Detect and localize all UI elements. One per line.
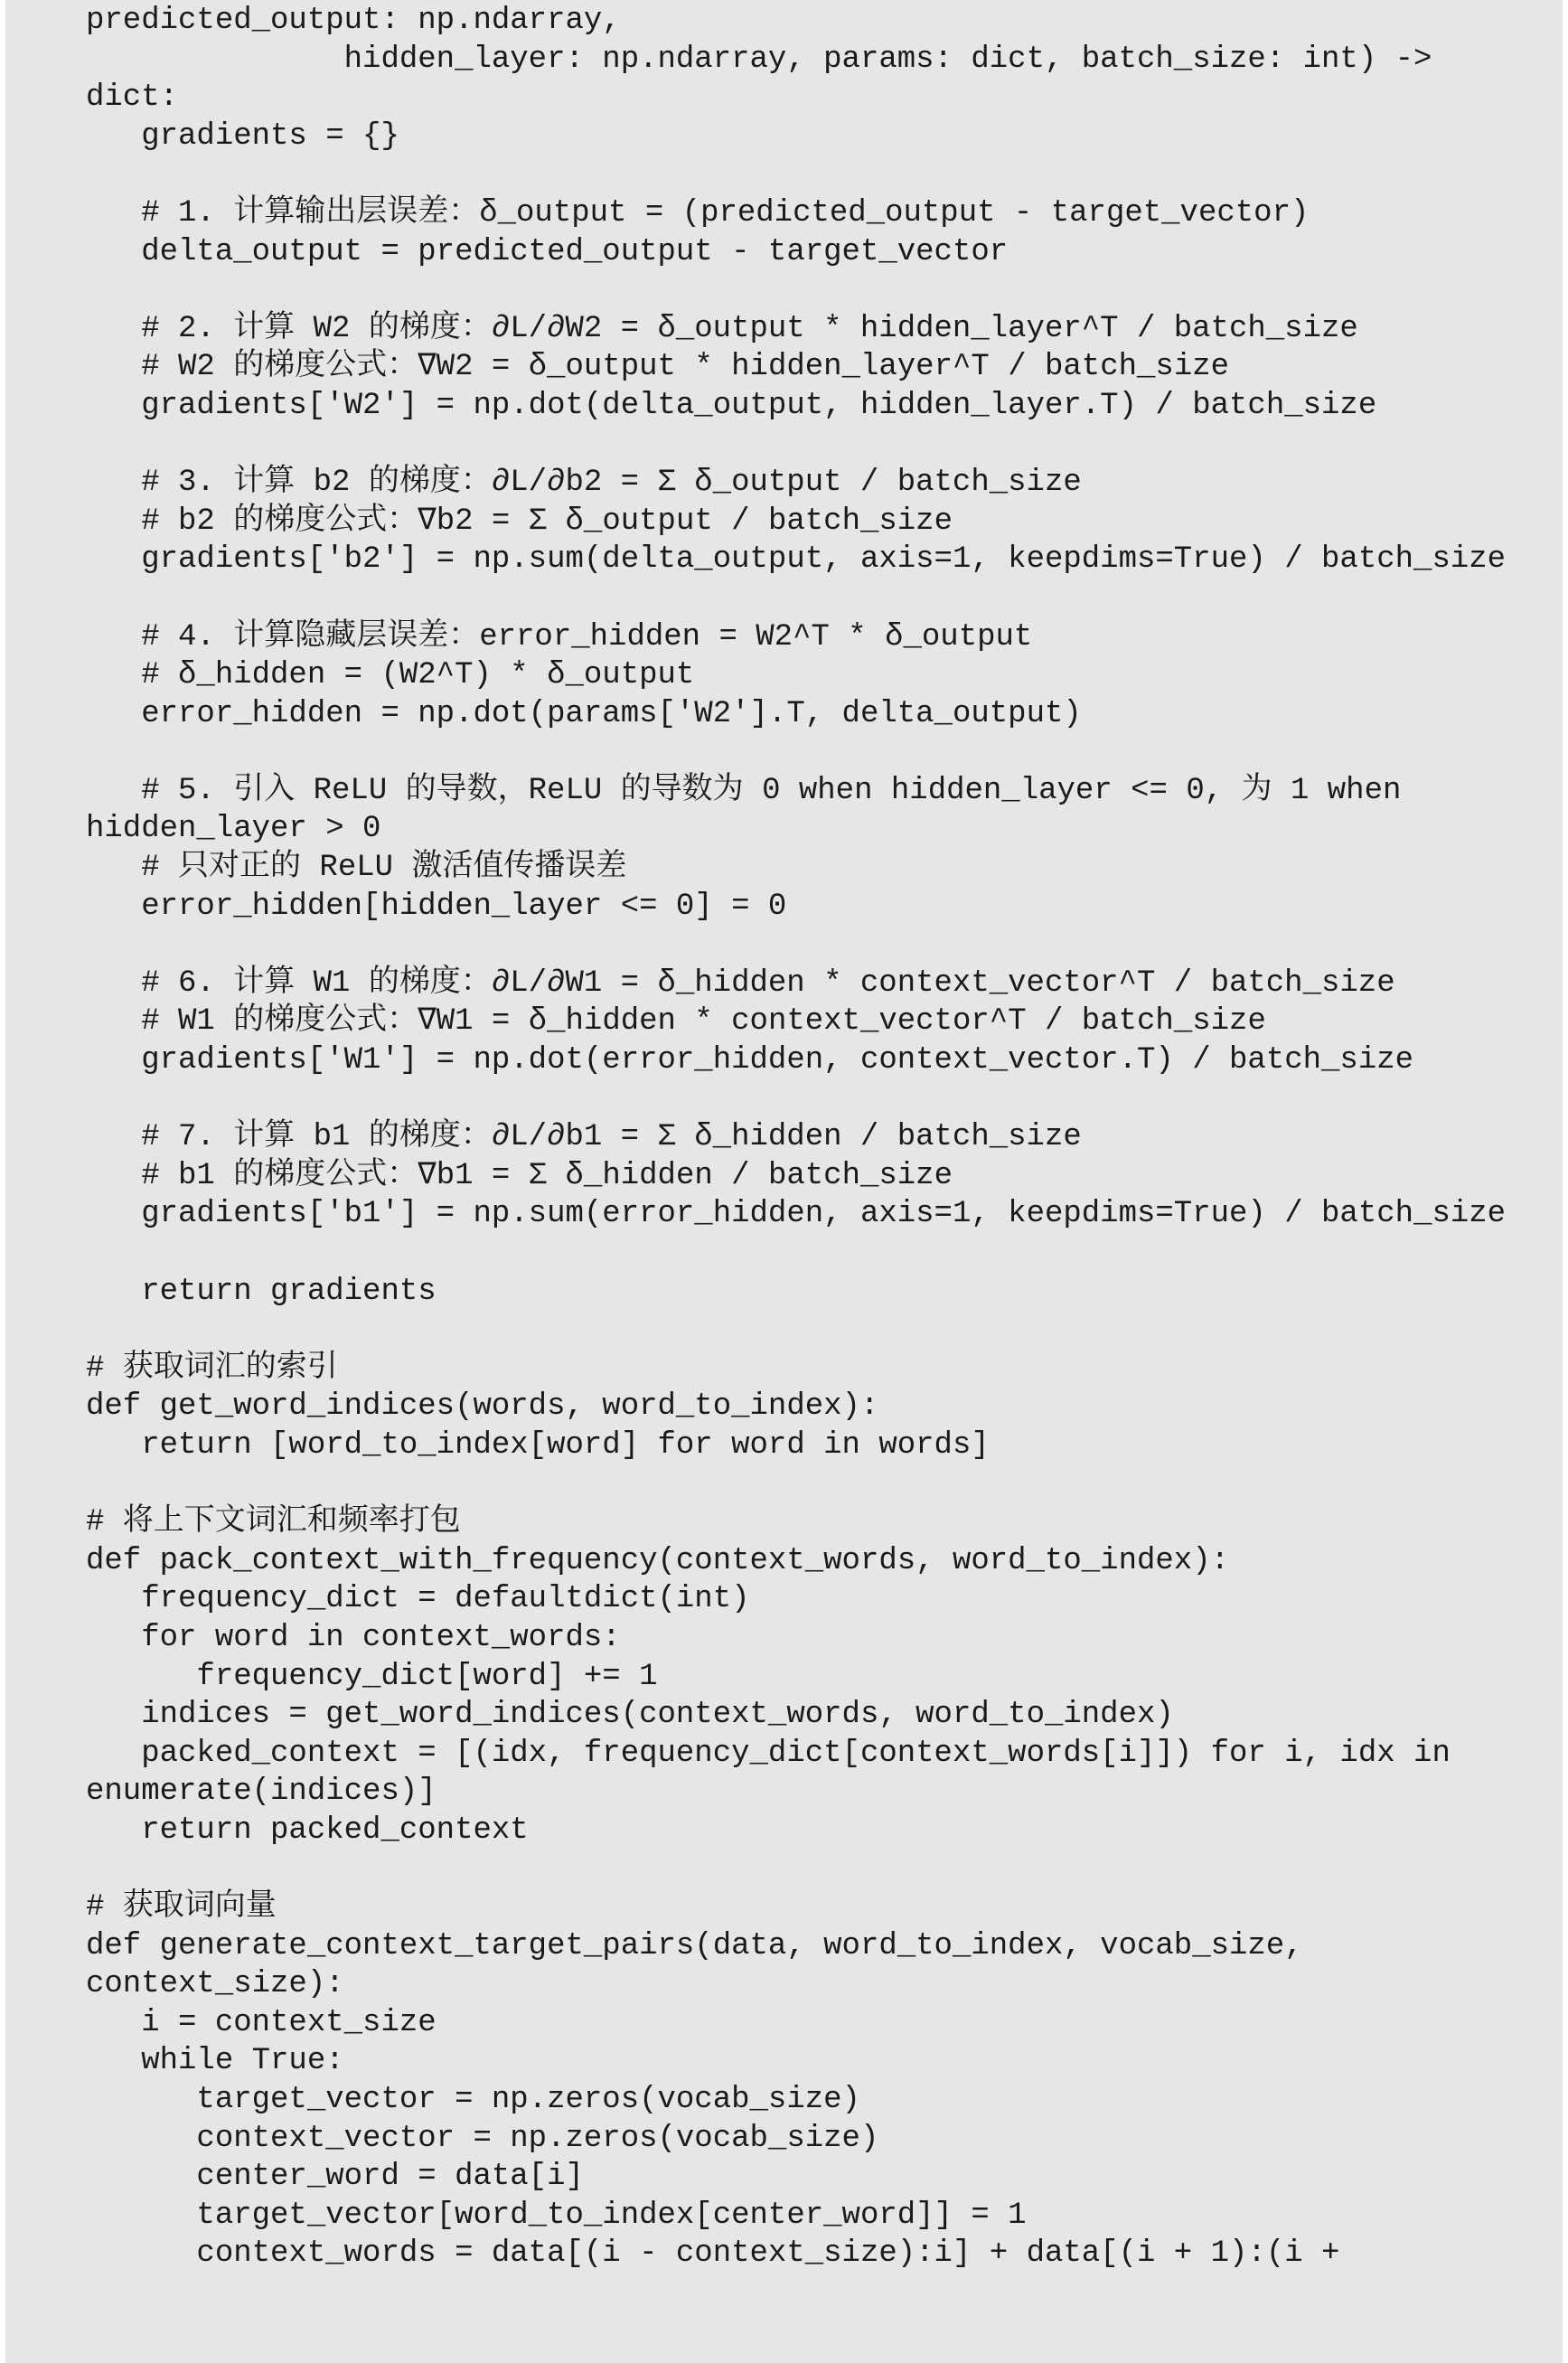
code-line: def get_word_indices(words, word_to_index): bbox=[86, 1389, 879, 1425]
code-line: gradients = {} bbox=[86, 118, 399, 154]
code-line bbox=[86, 1850, 1506, 1889]
code-line: gradients['b2'] = np.sum(delta_output, axis=1, keepdims=True) / batch_size bbox=[86, 542, 1507, 578]
code-line: # 只对正的 ReLU 激活值传播误差 bbox=[86, 851, 627, 886]
code-line: # W1 的梯度公式：∇W1 = δ_hidden * context_vector^T / batch_size bbox=[86, 1004, 1266, 1040]
code-page bbox=[5, 0, 1563, 2363]
code-line: target_vector = np.zeros(vocab_size) bbox=[86, 2083, 860, 2118]
code-line: indices = get_word_indices(context_words, word_to_index) bbox=[86, 1698, 1174, 1733]
code-line: # 4. 计算隐藏层误差：error_hidden = W2^T * δ_output bbox=[86, 619, 1033, 654]
code-block bbox=[86, 2, 1506, 2274]
code-line: # 6. 计算 W1 的梯度：∂L/∂W1 = δ_hidden * context_vector^T / batch_size bbox=[86, 965, 1395, 1001]
code-line: def generate_context_target_pairs(data, word_to_index, vocab_size, bbox=[86, 1928, 1303, 1963]
code-line: context_size): bbox=[86, 1967, 344, 2002]
code-line: gradients['W1'] = np.dot(error_hidden, context_vector.T) / batch_size bbox=[86, 1043, 1414, 1078]
code-line bbox=[86, 1465, 1506, 1504]
code-line: error_hidden = np.dot(params['W2'].T, delta_output) bbox=[86, 696, 1082, 731]
code-line: # b2 的梯度公式：∇b2 = Σ δ_output / batch_size bbox=[86, 504, 953, 539]
code-line: packed_context = [(idx, frequency_dict[context_words[i]]) for i, idx in bbox=[86, 1736, 1451, 1771]
code-line: predicted_output: np.ndarray, bbox=[86, 4, 621, 38]
code-line: dict: bbox=[86, 80, 179, 116]
code-line: gradients['W2'] = np.dot(delta_output, hidden_layer.T) / batch_size bbox=[86, 388, 1377, 423]
code-line: # 获取词汇的索引 bbox=[86, 1351, 338, 1386]
code-line: hidden_layer: np.ndarray, params: dict, batch_size: int) -> bbox=[86, 42, 1432, 77]
code-line: center_word = data[i] bbox=[86, 2160, 584, 2195]
code-line: frequency_dict = defaultdict(int) bbox=[86, 1582, 750, 1617]
code-line: for word in context_words: bbox=[86, 1620, 621, 1655]
code-line: gradients['b1'] = np.sum(error_hidden, axis=1, keepdims=True) / batch_size bbox=[86, 1197, 1507, 1232]
code-line: enumerate(indices)] bbox=[86, 1775, 437, 1810]
code-line: i = context_size bbox=[86, 2005, 437, 2040]
code-line: # 3. 计算 b2 的梯度：∂L/∂b2 = Σ δ_output / batch_size bbox=[86, 466, 1082, 501]
code-line bbox=[86, 1080, 1506, 1119]
code-line: # W2 的梯度公式：∇W2 = δ_output * hidden_layer^T / batch_size bbox=[86, 350, 1230, 385]
code-line: return packed_context bbox=[86, 1812, 529, 1848]
code-line: def pack_context_with_frequency(context_words, word_to_index): bbox=[86, 1543, 1230, 1578]
code-line: return gradients bbox=[86, 1274, 437, 1309]
code-line: # δ_hidden = (W2^T) * δ_output bbox=[86, 658, 695, 693]
code-line bbox=[86, 271, 1506, 310]
code-line: context_vector = np.zeros(vocab_size) bbox=[86, 2121, 879, 2156]
code-line: return [word_to_index[word] for word in words] bbox=[86, 1427, 990, 1463]
code-line: hidden_layer > 0 bbox=[86, 812, 381, 847]
code-line: # 获取词向量 bbox=[86, 1890, 277, 1925]
code-line bbox=[86, 733, 1506, 772]
code-line bbox=[86, 579, 1506, 618]
code-line bbox=[86, 1234, 1506, 1273]
code-line: # 5. 引入 ReLU 的导数，ReLU 的导数为 0 when hidden_layer <= 0, 为 1 when bbox=[86, 773, 1402, 808]
code-line: # 2. 计算 W2 的梯度：∂L/∂W2 = δ_output * hidden_layer^T / batch_size bbox=[86, 311, 1358, 346]
code-line: error_hidden[hidden_layer <= 0] = 0 bbox=[86, 889, 787, 924]
code-line bbox=[86, 926, 1506, 965]
code-line: delta_output = predicted_output - target_vector bbox=[86, 234, 1009, 269]
code-line: target_vector[word_to_index[center_word]] = 1 bbox=[86, 2198, 1027, 2233]
code-line bbox=[86, 426, 1506, 465]
code-line bbox=[86, 155, 1506, 194]
code-line bbox=[86, 1311, 1506, 1350]
code-line: # 将上下文词汇和频率打包 bbox=[86, 1505, 461, 1540]
code-line: frequency_dict[word] += 1 bbox=[86, 1659, 658, 1694]
code-line: while True: bbox=[86, 2044, 344, 2079]
code-line: # 1. 计算输出层误差：δ_output = (predicted_output - target_vector) bbox=[86, 195, 1310, 231]
code-line: # b1 的梯度公式：∇b1 = Σ δ_hidden / batch_size bbox=[86, 1158, 953, 1193]
code-line: context_words = data[(i - context_size):i] + data[(i + 1):(i + bbox=[86, 2236, 1340, 2272]
code-line: # 7. 计算 b1 的梯度：∂L/∂b1 = Σ δ_hidden / batch_size bbox=[86, 1120, 1082, 1155]
